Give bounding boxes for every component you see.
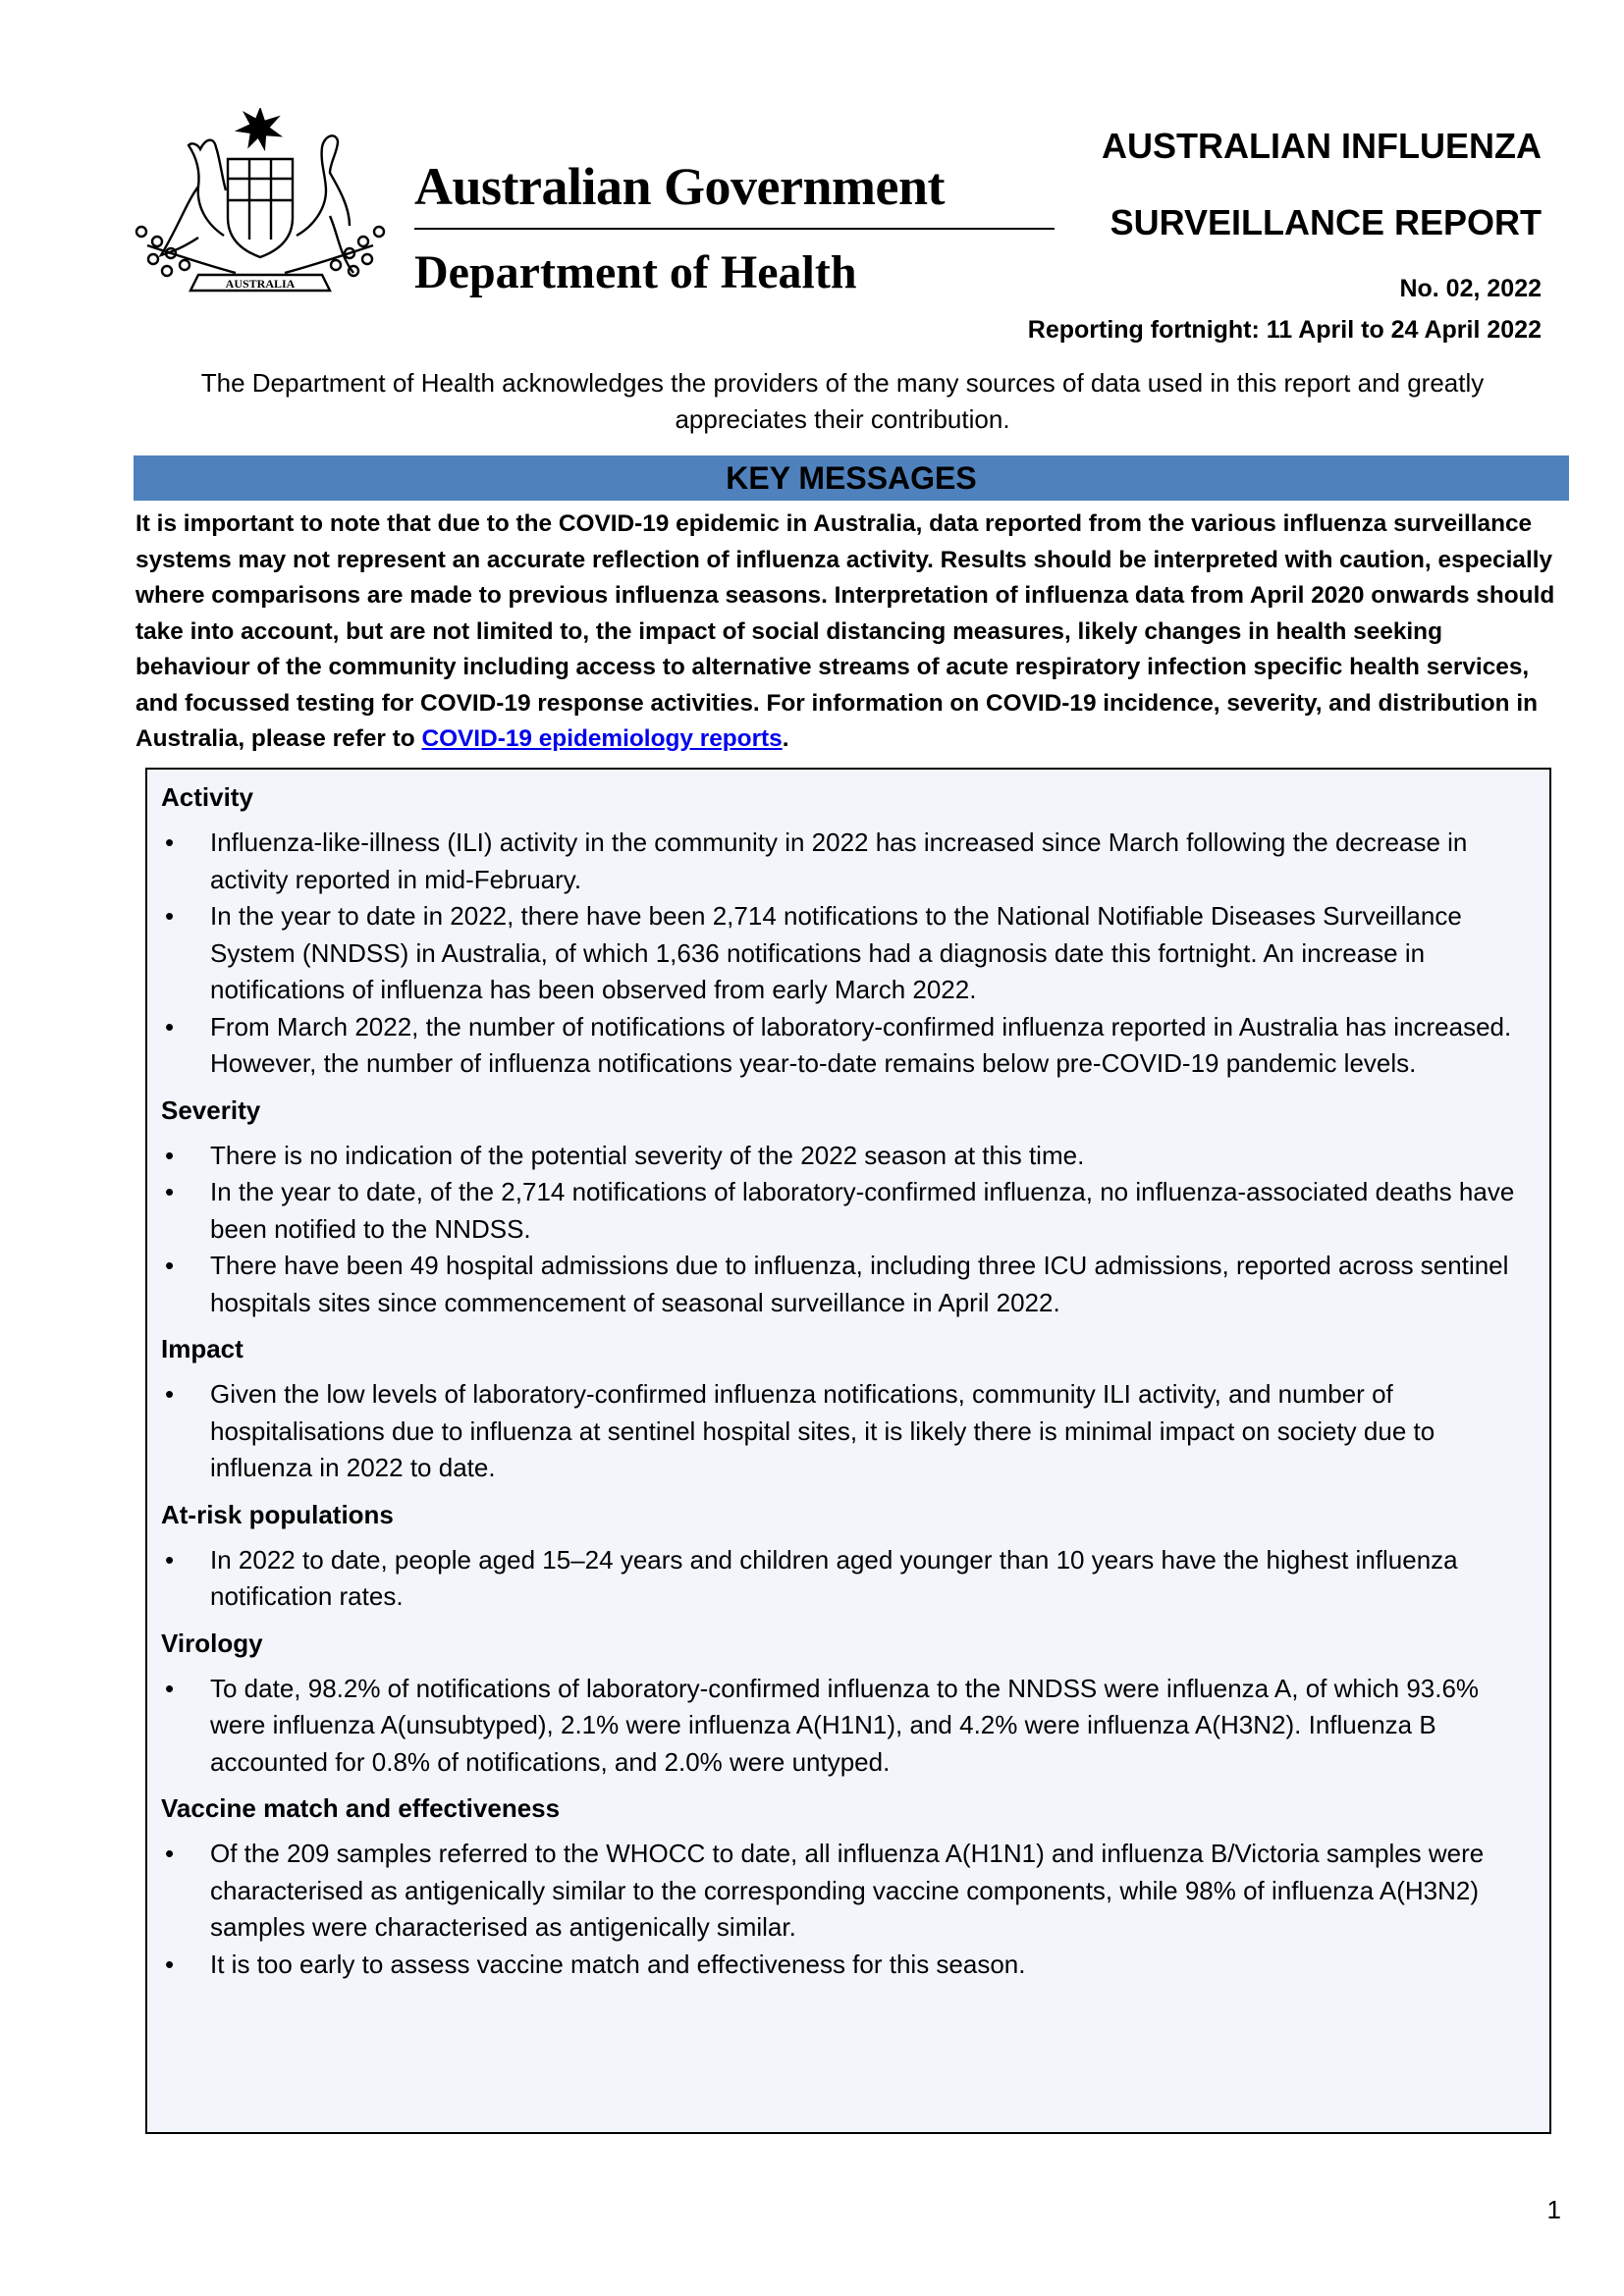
virology-list: [161, 1671, 1536, 1782]
report-title: [1102, 108, 1542, 261]
coat-of-arms-logo: [128, 108, 393, 314]
caveat-end: .: [782, 725, 789, 752]
list-item: • In the year to date, of the 2,714 notifications of laboratory-confirmed influenza, no influenza-associated deaths have been notified to the NNDSS.: [161, 1174, 1536, 1248]
list-item: • There is no indication of the potential severity of the 2022 season at this time.: [161, 1138, 1536, 1175]
covid-caveat-paragraph: [135, 507, 1559, 758]
government-wordmark: [414, 157, 1062, 300]
activity-list: [161, 825, 1536, 1083]
list-item: • From March 2022, the number of notifications of laboratory-confirmed influenza reported in Australia has increased. However, the number of influenza notifications year-to-date remains below pre-COVID-19 pandemic levels.: [161, 1009, 1536, 1083]
list-item: • Of the 209 samples referred to the WHOCC to date, all influenza A(H1N1) and influenza B/Victoria samples were characterised as antigenically similar to the corresponding vaccine components, while 98% of influenza A(H3N2) samples were characterised as antigenically similar.: [161, 1836, 1536, 1947]
impact-list: [161, 1376, 1536, 1487]
reporting-fortnight: Reporting fortnight: 11 April to 24 April 2022: [1027, 316, 1542, 344]
list-item: • To date, 98.2% of notifications of laboratory-confirmed influenza to the NNDSS were influenza A, of which 93.6% were influenza A(unsubtyped), 2.1% were influenza A(H1N1), and 4.2% were influenza A(H3N2). Influenza B accounted for 0.8% of notifications, and 2.0% were untyped.: [161, 1671, 1536, 1782]
acknowledgement-line-2: appreciates their contribution.: [675, 404, 1010, 434]
report-title-line-1: AUSTRALIAN INFLUENZA: [1102, 126, 1542, 166]
acknowledgement: [135, 365, 1549, 438]
section-heading-impact: Impact: [161, 1334, 244, 1363]
crest-scroll-text: AUSTRALIA: [225, 277, 296, 291]
department-name: Department of Health: [414, 246, 857, 298]
list-item: • In 2022 to date, people aged 15–24 years and children aged younger than 10 years have the highest influenza notification rates.: [161, 1542, 1536, 1616]
section-heading-activity: Activity: [161, 782, 253, 812]
severity-list: [161, 1138, 1536, 1322]
government-name: Australian Government: [414, 157, 945, 216]
list-item: • In the year to date in 2022, there have been 2,714 notifications to the National Notifiable Diseases Surveillance System (NNDSS) in Australia, of which 1,636 notifications had a diagnosis date this fortnight. An increase in notifications of influenza has been observed from early March 2022.: [161, 898, 1536, 1009]
report-title-line-2: SURVEILLANCE REPORT: [1110, 202, 1542, 242]
page-number: 1: [1546, 2195, 1561, 2224]
list-item: • There have been 49 hospital admissions due to influenza, including three ICU admissions, reported across sentinel hospitals sites since commencement of seasonal surveillance in April 2022.: [161, 1248, 1536, 1321]
list-item: • Given the low levels of laboratory-confirmed influenza notifications, community ILI activity, and number of hospitalisations due to influenza at sentinel hospital sites, it is likely there is minimal impact on society due to influenza in 2022 to date.: [161, 1376, 1536, 1487]
section-heading-at-risk-populations: At-risk populations: [161, 1499, 394, 1529]
list-item: • Influenza-like-illness (ILI) activity in the community in 2022 has increased since March following the decrease in activity reported in mid-February.: [161, 825, 1536, 898]
section-heading-virology: Virology: [161, 1628, 263, 1658]
section-heading-severity: Severity: [161, 1095, 261, 1125]
caveat-text: It is important to note that due to the COVID-19 epidemic in Australia, data reported from the various influenza surveillance systems may not represent an accurate reflection of influenza activity. Results should be interpreted with caution, especially where comparisons are made to previous influenza seasons. Interpretation of influenza data from April 2020 onwards should take into account, but are not limited to, the impact of social distancing measures, likely changes in health seeking behaviour of the community including access to alternative streams of acute respiratory infection specific health services, and focussed testing for COVID-19 response activities. For information on COVID-19 incidence, severity, and distribution in Australia, please refer to: [135, 510, 1555, 752]
acknowledgement-line-1: The Department of Health acknowledges the providers of the many sources of data used in this report and greatly: [200, 368, 1485, 398]
list-item: • It is too early to assess vaccine match and effectiveness for this season.: [161, 1947, 1536, 1984]
wordmark-divider: [414, 228, 1055, 230]
section-heading-vaccine-match: Vaccine match and effectiveness: [161, 1793, 561, 1823]
covid-epidemiology-reports-link[interactable]: COVID-19 epidemiology reports: [421, 725, 783, 752]
key-messages-heading: KEY MESSAGES: [134, 455, 1569, 501]
at-risk-list: [161, 1542, 1536, 1616]
key-messages-box: [145, 768, 1551, 2134]
page-header: [128, 98, 1542, 353]
vaccine-list: [161, 1836, 1536, 1983]
issue-number: No. 02, 2022: [1399, 275, 1542, 302]
